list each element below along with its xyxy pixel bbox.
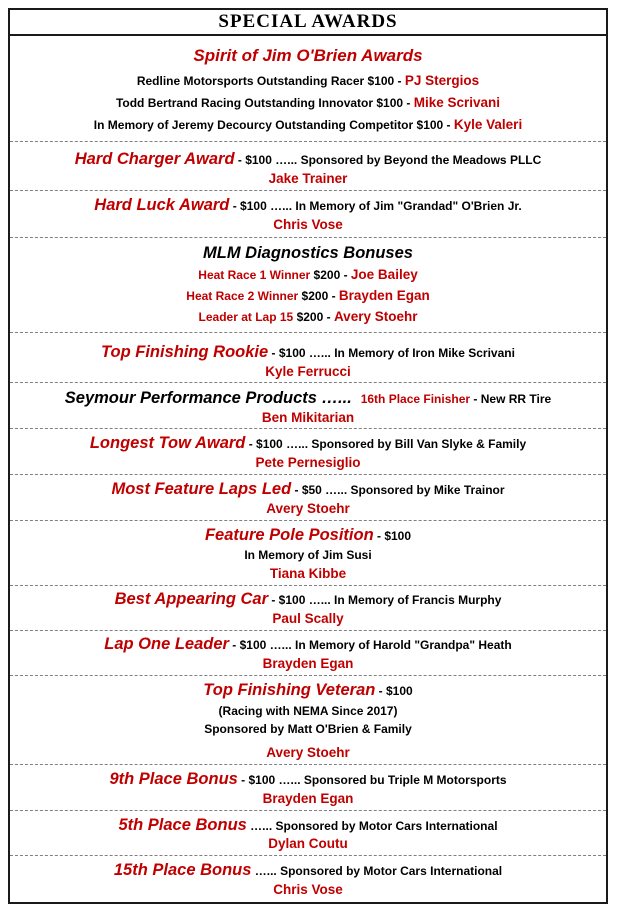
veteran-sponsor: Sponsored by Matt O'Brien & Family [204,722,412,736]
award-longest-tow: Longest Tow Award - $100 …... Sponsored by Bill Van Slyke & Family [89,434,527,452]
veteran-note: (Racing with NEMA Since 2017) [218,704,398,718]
award-fifth: 5th Place Bonus …... Sponsored by Motor Cars International [118,816,498,834]
section-divider [10,520,606,521]
award-lap-one: Lap One Leader - $100 …... In Memory of Harold "Grandpa" Heath [104,635,512,653]
winner-lap-one: Brayden Egan [262,656,354,671]
award-veteran: Top Finishing Veteran - $100 [203,681,413,699]
award-ninth: 9th Place Bonus - $100 …... Sponsored bu Triple M Motorsports [109,770,507,788]
award-hard-charger: Hard Charger Award - $100 …... Sponsored by Beyond the Meadows PLLC [74,150,542,168]
section-divider [10,474,606,475]
pole-memory: In Memory of Jim Susi [244,548,372,562]
winner-hard-luck: Chris Vose [273,217,343,232]
section-divider [10,764,606,765]
mlm-row-2: Heat Race 2 Winner $200 - Brayden Egan [186,288,430,303]
award-appearing: Best Appearing Car - $100 …... In Memory of Francis Murphy [114,590,502,608]
section-divider [10,855,606,856]
award-rookie: Top Finishing Rookie - $100 …... In Memory of Iron Mike Scrivani [101,343,515,361]
award-laps-led: Most Feature Laps Led - $50 …... Sponsored by Mike Trainor [111,480,505,498]
winner-longest-tow: Pete Pernesiglio [255,455,361,470]
winner-name: Mike Scrivani [413,95,501,110]
spirit-row-1: Redline Motorsports Outstanding Racer $100 - PJ Stergios [136,73,480,88]
section-divider [10,428,606,429]
winner-laps-led: Avery Stoehr [266,501,350,516]
winner-name: Kyle Valeri [453,117,523,132]
section-divider [10,630,606,631]
spirit-row-2: Todd Bertrand Racing Outstanding Innovator $100 - Mike Scrivani [115,95,501,110]
winner-hard-charger: Jake Trainer [268,171,348,186]
section-divider [10,675,606,676]
award-title-spirit: Spirit of Jim O'Brien Awards [193,46,423,65]
award-seymour: Seymour Performance Products …... 16th Place Finisher - New RR Tire [64,389,552,407]
winner-pole: Tiana Kibbe [269,566,347,581]
mlm-row-3: Leader at Lap 15 $200 - Avery Stoehr [198,309,418,324]
section-divider [10,585,606,586]
page-title: SPECIAL AWARDS [218,11,398,32]
section-divider [10,141,606,142]
winner-seymour: Ben Mikitarian [261,410,355,425]
winner-appearing: Paul Scally [272,611,344,626]
section-divider [10,810,606,811]
award-fifteenth: 15th Place Bonus …... Sponsored by Motor Cars International [113,861,503,879]
winner-fifth: Dylan Coutu [268,836,348,851]
winner-ninth: Brayden Egan [262,791,354,806]
section-divider [10,332,606,333]
winner-fifteenth: Chris Vose [273,882,343,897]
spirit-row-3: In Memory of Jeremy Decourcy Outstanding Competitor $100 - Kyle Valeri [93,117,523,132]
mlm-row-1: Heat Race 1 Winner $200 - Joe Bailey [198,267,418,282]
winner-veteran: Avery Stoehr [266,745,350,760]
award-hard-luck: Hard Luck Award - $100 …... In Memory of Jim "Grandad" O'Brien Jr. [94,196,522,214]
award-title-mlm: MLM Diagnostics Bonuses [203,244,413,262]
winner-rookie: Kyle Ferrucci [265,364,351,379]
award-pole: Feature Pole Position - $100 [204,526,412,544]
winner-name: PJ Stergios [404,73,480,88]
section-divider [10,190,606,191]
awards-frame [8,8,608,904]
section-divider [10,237,606,238]
header-bar [10,10,606,36]
section-divider [10,382,606,383]
